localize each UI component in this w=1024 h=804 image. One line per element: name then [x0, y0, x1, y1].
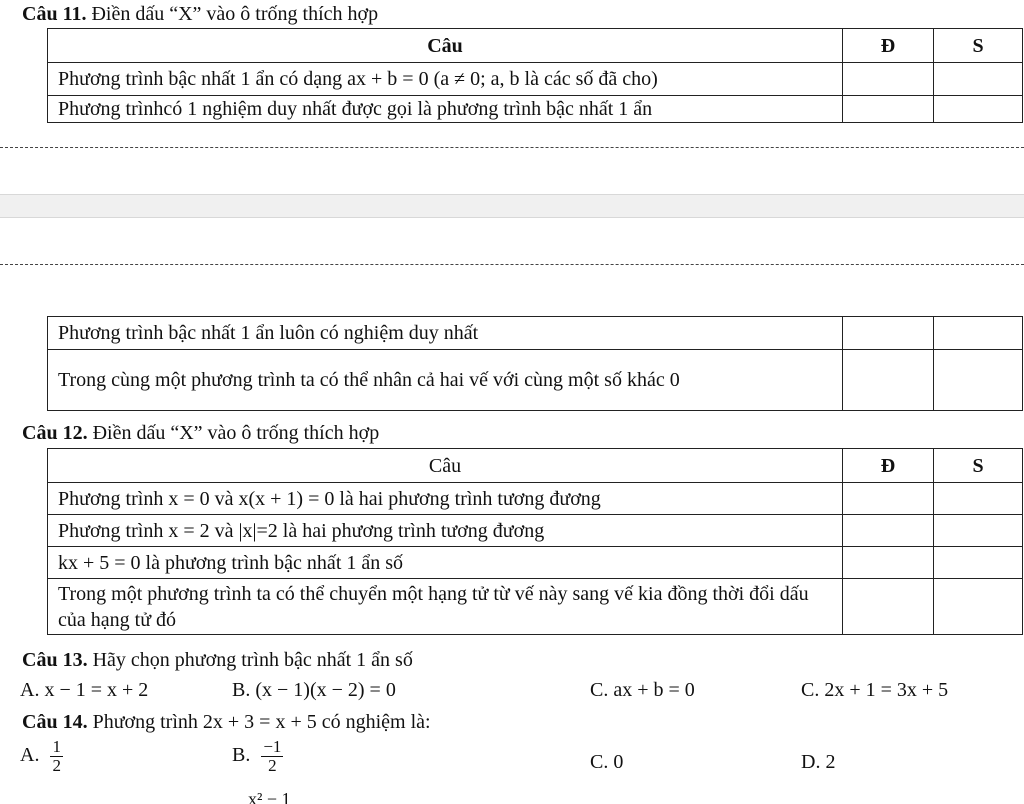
q12-table — [47, 448, 1023, 635]
q12-row-statement: Phương trình x = 2 và |x|=2 là hai phương trình tương đương — [48, 515, 843, 547]
option-letter: C. — [590, 751, 609, 773]
q12-row — [48, 483, 1023, 515]
q12-row-false-cell[interactable] — [934, 515, 1023, 547]
option-letter: B. — [232, 744, 251, 767]
q11-row — [48, 96, 1023, 123]
q11-label: Câu 11. — [22, 3, 87, 25]
option-text: 2x + 1 = 3x + 5 — [824, 679, 949, 701]
option-text: (x − 1)(x − 2) = 0 — [255, 679, 396, 701]
q12-row-true-cell[interactable] — [843, 515, 934, 547]
option-letter: A. — [20, 744, 40, 767]
fraction — [50, 738, 63, 775]
q14-option-c[interactable] — [590, 750, 623, 774]
option-letter: C. — [590, 679, 609, 701]
q12-row-false-cell[interactable] — [934, 483, 1023, 515]
q14-prompt: Phương trình 2x + 3 = x + 5 có nghiệm là: — [92, 711, 431, 733]
option-letter: C. — [801, 679, 820, 701]
q11-row-false-cell[interactable] — [934, 350, 1023, 411]
q11-row — [48, 63, 1023, 96]
q11-row-true-cell[interactable] — [843, 96, 934, 123]
option-text: ax + b = 0 — [613, 679, 695, 701]
q11-row-statement: Trong cùng một phương trình ta có thể nhân cả hai vế với cùng một số khác 0 — [48, 350, 843, 411]
q12-row-statement: Phương trình x = 0 và x(x + 1) = 0 là hai phương trình tương đương — [48, 483, 843, 515]
q13-title — [22, 648, 413, 672]
q11-row-true-cell[interactable] — [843, 350, 934, 411]
option-text: 2 — [825, 751, 836, 773]
q13-option-b[interactable] — [232, 678, 396, 702]
q11-header-false: S — [934, 29, 1023, 63]
option-text: 0 — [613, 751, 624, 773]
q12-row-statement: Trong một phương trình ta có thể chuyển một hạng tử từ vế này sang vế kia đồng thời đổi dấu của hạng tử đó — [48, 579, 843, 635]
q11-row-statement: Phương trình bậc nhất 1 ẩn có dạng ax + b = 0 (a ≠ 0; a, b là các số đã cho) — [48, 63, 843, 96]
q12-prompt: Điền dấu “X” vào ô trống thích hợp — [92, 422, 380, 444]
q11-prompt: Điền dấu “X” vào ô trống thích hợp — [91, 3, 379, 25]
q12-header-false: S — [934, 449, 1023, 483]
q12-row — [48, 579, 1023, 635]
page-break-line — [0, 147, 1024, 148]
q11-row-statement: Phương trìnhcó 1 nghiệm duy nhất được gọi là phương trình bậc nhất 1 ẩn — [48, 96, 843, 123]
cut-off-expression: x² − 1 — [248, 790, 291, 804]
q12-row — [48, 515, 1023, 547]
q12-row-true-cell[interactable] — [843, 547, 934, 579]
q12-header-true: Đ — [843, 449, 934, 483]
q11-header-true: Đ — [843, 29, 934, 63]
q14-option-b[interactable] — [232, 738, 283, 775]
q12-row-false-cell[interactable] — [934, 547, 1023, 579]
option-letter: D. — [801, 751, 821, 773]
q14-option-d[interactable] — [801, 750, 835, 774]
q11-row — [48, 350, 1023, 411]
q14-label: Câu 14. — [22, 711, 88, 733]
q13-prompt: Hãy chọn phương trình bậc nhất 1 ẩn số — [92, 649, 413, 671]
q11-row-false-cell[interactable] — [934, 96, 1023, 123]
q13-label: Câu 13. — [22, 649, 88, 671]
page-gap — [0, 194, 1024, 218]
q12-header-row — [48, 449, 1023, 483]
q12-row — [48, 547, 1023, 579]
q14-title — [22, 710, 431, 734]
fraction — [261, 738, 283, 775]
q11-row-statement: Phương trình bậc nhất 1 ẩn luôn có nghiệm duy nhất — [48, 317, 843, 350]
q13-option-c[interactable] — [590, 678, 695, 702]
q12-row-true-cell[interactable] — [843, 483, 934, 515]
q11-row — [48, 317, 1023, 350]
q12-header-statement: Câu — [48, 449, 843, 483]
q12-label: Câu 12. — [22, 422, 88, 444]
q11-row-false-cell[interactable] — [934, 317, 1023, 350]
q11-table — [47, 28, 1023, 123]
option-letter: A. — [20, 679, 40, 701]
option-text: x − 1 = x + 2 — [44, 679, 149, 701]
q11-header-row — [48, 29, 1023, 63]
fraction-denominator: 2 — [52, 756, 61, 775]
q13-option-d[interactable] — [801, 678, 948, 702]
q14-option-a[interactable] — [20, 738, 63, 775]
q11-row-true-cell[interactable] — [843, 63, 934, 96]
q12-row-false-cell[interactable] — [934, 579, 1023, 635]
fraction-numerator: 1 — [52, 737, 61, 756]
q11-row-false-cell[interactable] — [934, 63, 1023, 96]
q12-title — [22, 421, 379, 445]
fraction-denominator: 2 — [268, 756, 277, 775]
q11-table-continued — [47, 316, 1023, 411]
q11-title — [22, 2, 378, 26]
q12-row-true-cell[interactable] — [843, 579, 934, 635]
q12-row-statement: kx + 5 = 0 là phương trình bậc nhất 1 ẩn số — [48, 547, 843, 579]
q11-header-statement: Câu — [48, 29, 843, 63]
q13-option-a[interactable] — [20, 678, 148, 702]
fraction-numerator: −1 — [263, 737, 282, 756]
option-letter: B. — [232, 679, 251, 701]
page-break-line — [0, 264, 1024, 265]
q11-row-true-cell[interactable] — [843, 317, 934, 350]
